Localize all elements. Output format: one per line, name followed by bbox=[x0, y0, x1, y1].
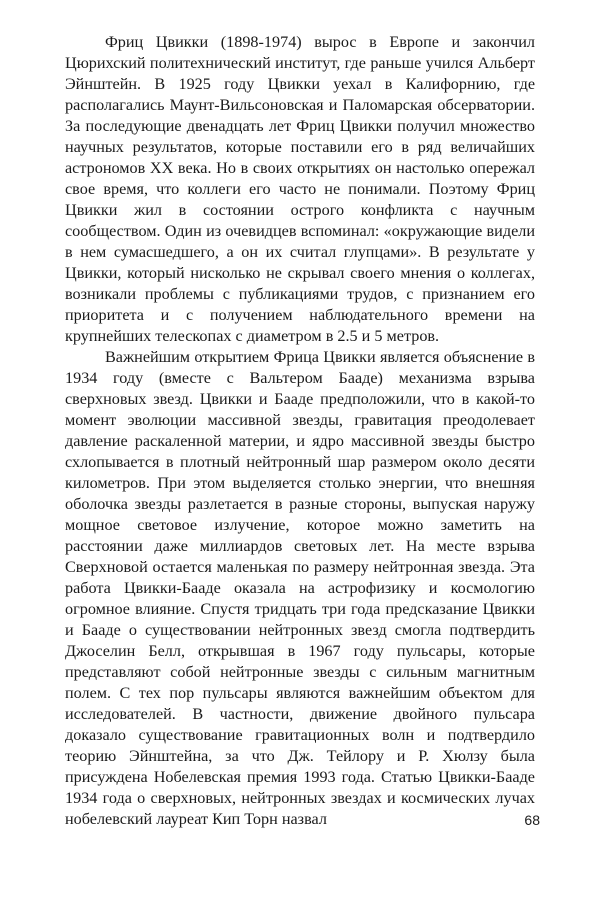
page-body bbox=[65, 32, 535, 830]
page-number: 68 bbox=[524, 812, 540, 828]
paragraph-zwicky-biography: Фриц Цвикки (1898-1974) вырос в Европе и закончил Цюрихский политехнический институт, где раньше учился Альберт Эйнштейн. В 1925 году Цвикки уехал в Калифорнию, где располагались Маунт-Вильсоновская и Паломарская обсерватории. За последующие двенадцать лет Фриц Цвикки получил множество научных результатов, которые поставили его в ряд величайших астрономов XX века. Но в своих открытиях он настолько опережал свое время, что коллеги его часто не понимали. Поэтому Фриц Цвикки жил в состоянии острого конфликта с научным сообществом. Один из очевидцев вспоминал: «окружающие видели в нем сумасшедшего, а он их считал глупцами». В результате у Цвикки, который нисколько не скрывал своего мнения о коллегах, возникали проблемы с публикациями трудов, с признанием его приоритета и с получением наблюдательного времени на крупнейших телескопах с диаметром в 2.5 и 5 метров. bbox=[65, 33, 535, 345]
paragraph-supernova-discovery: Важнейшим открытием Фрица Цвикки является объяснение в 1934 году (вместе с Вальтером Бааде) механизма взрыва сверхновых звезд. Цвикки и Бааде предположили, что в какой-то момент эволюции массивной звезды, гравитация преодолевает давление раскаленной материи, и ядро массивной звезды быстро схлопывается в плотный нейтронный шар размером около десяти километров. При этом выделяется столько энергии, что внешняя оболочка звезды разлетается в разные стороны, выпуская наружу мощное световое излучение, которое можно заметить на расстоянии даже миллиардов световых лет. На месте взрыва Сверхновой остается маленькая по размеру нейтронная звезда. Эта работа Цвикки-Бааде оказала на астрофизику и космологию огромное влияние. Спустя тридцать три года предсказание Цвикки и Бааде о существовании нейтронных звезд смогла подтвердить Джоселин Белл, открывшая в 1967 году пульсары, которые представляют собой нейтронные звезды с сильным магнитным полем. С тех пор пульсары являются важнейшим объектом для исследователей. В частности, движение двойного пульсара доказало существование гравитационных волн и подтвердило теорию Эйнштейна, за что Дж. Тейлору и Р. Хюлзу была присуждена Нобелевская премия 1993 года. Статью Цвикки-Бааде 1934 года о сверхновых, нейтронных звездах и космических лучах нобелевский лауреат Кип Торн назвал bbox=[65, 348, 535, 828]
